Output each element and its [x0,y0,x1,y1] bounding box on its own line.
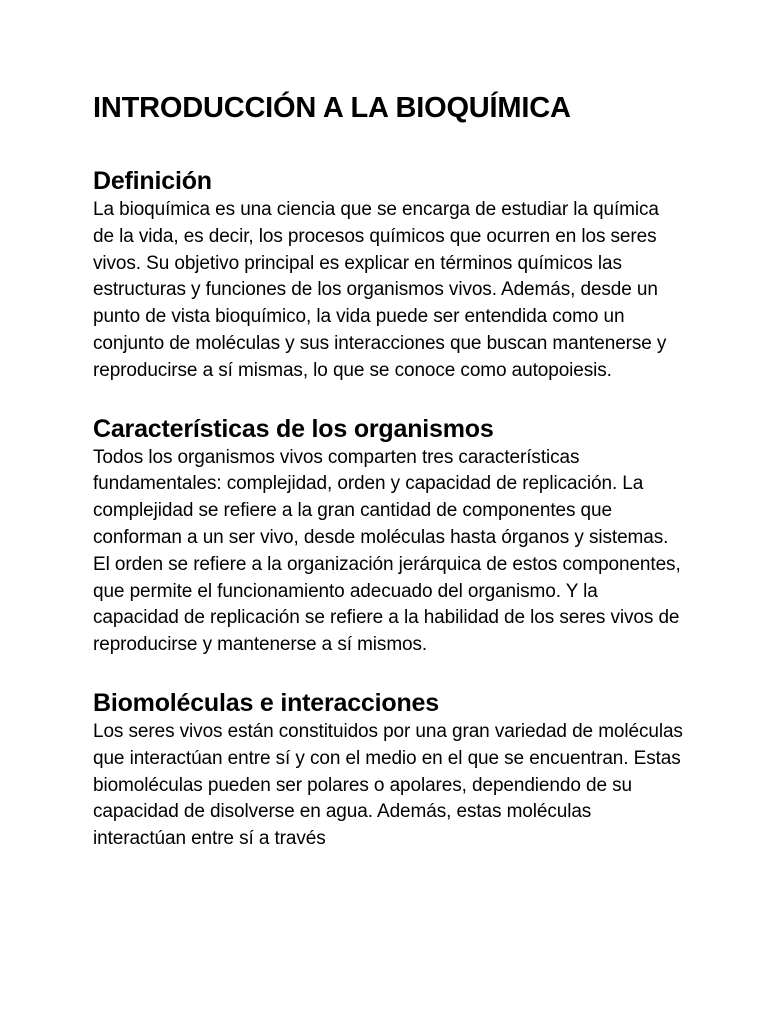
section-paragraph: La bioquímica es una ciencia que se encarga de estudiar la química de la vida, es decir, los procesos químicos que ocurren en los seres vivos. Su objetivo principal es explicar en términos químicos las estructuras y funciones de los organismos vivos. Además, desde un punto de vista bioquímico, la vida puede ser entendida como un conjunto de moléculas y sus interacciones que buscan mantenerse y reproducirse a sí mismas, lo que se conoce como autopoiesis. [93,199,667,381]
section-paragraph: Los seres vivos están constituidos por una gran variedad de moléculas que interactúan entre sí y con el medio en el que se encuentran. Estas biomoléculas pueden ser polares o apolares, dependiendo de su capacidad de disolverse en agua. Además, estas moléculas interactúan entre sí a través [93,720,683,850]
document-title: INTRODUCCIÓN A LA BIOQUÍMICA [93,92,571,124]
section-caracteristicas [93,413,683,659]
section-biomoleculas [93,687,683,853]
document-content [93,88,683,881]
section-heading: Biomoléculas e interacciones [93,688,439,717]
section-paragraph: Todos los organismos vivos comparten tres características fundamentales: complejidad, orden y capacidad de replicación. La complejidad se refiere a la gran cantidad de componentes que conforman a un ser vivo, desde moléculas hasta órganos y sistemas. El orden se refiere a la organización jerárquica de estos componentes, que permite el funcionamiento adecuado del organismo. Y la capacidad de replicación se refiere a la habilidad de los seres vivos de reproducirse y mantenerse a sí mismos. [93,446,681,656]
section-definicion [93,165,683,385]
section-heading: Características de los organismos [93,414,494,443]
section-heading: Definición [93,167,212,195]
